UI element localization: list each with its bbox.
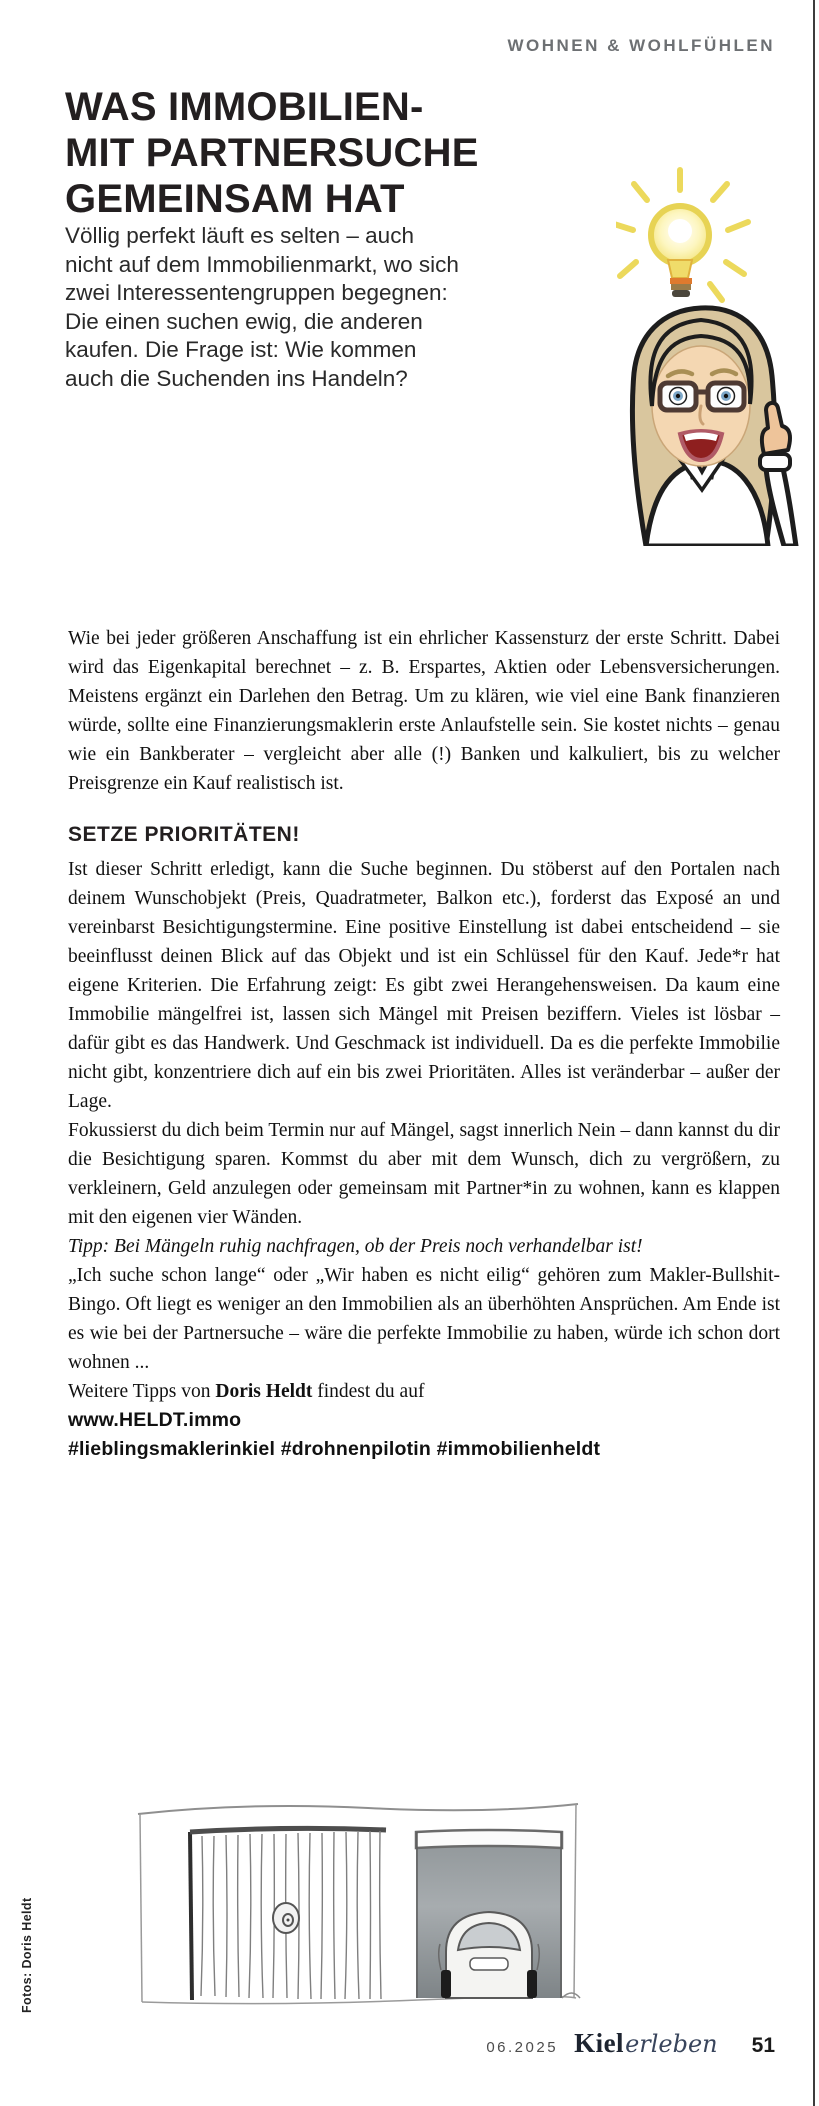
article-title-line3: GEMEINSAM HAT [65,177,405,221]
magazine-logo [574,2028,718,2059]
magazine-logo-kiel: Kiel [574,2028,625,2058]
article-title-line1: WAS IMMOBILIEN- [65,85,424,129]
garage-door-handle [273,1903,299,1933]
outro-prefix: Weitere Tipps von [68,1381,216,1402]
photo-credit: Fotos: Doris Heldt [20,1897,34,2013]
article-intro: Völlig perfekt läuft es selten – auch nicht auf dem Immobilienmarkt, wo sich zwei Interessentengruppen begegnen: Die einen suchen ewig, die anderen kaufen. Die Frage ist: Wie kommen auch die Suchenden ins Handeln? [65,223,459,391]
article-body [68,624,780,1464]
lightbulb-neck [668,260,692,278]
subheading-setze-prioritaeten: SETZE PRIORITÄTEN! [68,823,300,846]
article-title-line2: MIT PARTNERSUCHE [65,131,479,175]
lightbulb-base [670,278,692,297]
paragraph-fokus: Fokussierst du dich beim Termin nur auf Mängel, sagst innerlich Nein – dann kannst du dir die Besichtigung sparen. Kommst du aber mit dem Wunsch, dich zu vergrößern, zu verkleinern, Geld anzulegen oder gemeinsam mit Partner*in zu wohnen, kann es klappen mit den eigenen vier Wänden. [68,1120,780,1228]
page-edge-rule [813,0,815,2106]
avatar-illustration [616,138,804,546]
car-in-garage [439,1912,540,1998]
paragraph-outro [68,1377,780,1406]
garage-sketch-image [128,1792,586,2014]
page-footer [486,2028,775,2059]
issue-date: 06.2025 [486,2039,559,2056]
article-title [65,84,545,222]
paragraph-tipp: Tipp: Bei Mängeln ruhig nachfragen, ob der Preis noch verhandelbar ist! [68,1236,643,1257]
outro-suffix: findest du auf [312,1381,425,1402]
paragraph-bingo: „Ich suche schon lange“ oder „Wir haben es nicht eilig“ gehören zum Makler-Bullshit-Bingo. Oft liegt es weniger an den Immobilien als an überhöhten Ansprüchen. Am Ende ist es wie bei der Partnersuche – wäre die perfekte Immobilie zu haben, würde ich schon dort wohnen ... [68,1265,780,1373]
page-number: 51 [751,2034,775,2057]
section-label: WOHNEN & WOHLFÜHLEN [507,36,775,55]
website-link[interactable]: www.HELDT.immo [68,1409,242,1431]
paragraph-kassensturz: Wie bei jeder größeren Anschaffung ist ein ehrlicher Kassensturz der erste Schritt. Dabei wird das Eigenkapital berechnet – z. B. Erspartes, Aktien oder Lebensversicherungen. Meistens ergänzt ein Darlehen den Betrag. Um zu klären, wie viel eine Bank finanzieren würde, sollte eine Finanzierungsmaklerin erste Anlaufstelle sein. Sie kostet nichts – genau wie ein Bankberater – vergleicht aber alle (!) Banken und kalkuliert, bis zu welcher Preisgrenze ein Kauf realistisch ist. [68,628,780,794]
magazine-logo-erleben: erleben [625,2030,718,2058]
avatar-woman-lightbulb-icon [616,138,804,546]
paragraph-suche: Ist dieser Schritt erledigt, kann die Suche beginnen. Du stöberst auf den Portalen nach deinem Wunschobjekt (Preis, Quadratmeter, Balkon etc.), forderst das Exposé an und vereinbarst Besichtigungstermine. Eine positive Einstellung ist dabei entscheidend – sie beeinflusst deinen Blick auf das Objekt und ist ein Schlüssel für den Kauf. Jede*r hat eigene Kriterien. Die Erfahrung zeigt: Es gibt zwei Herangehensweisen. Da kaum eine Immobilie mängelfrei ist, lassen sich Mängel mit Preisen beziffern. Vieles ist lösbar – dafür gibt es das Handwerk. Und Geschmack ist individuell. Da es die perfekte Immobilie nicht gibt, konzentriere dich auf ein bis zwei Prioritäten. Alles ist veränderbar – außer der Lage. [68,859,780,1112]
author-name: Doris Heldt [215,1381,313,1402]
garage-illustration [128,1792,586,2014]
hashtags: #lieblingsmaklerinkiel #drohnenpilotin #immobilienheldt [68,1438,601,1460]
lightbulb-highlight [668,219,692,243]
